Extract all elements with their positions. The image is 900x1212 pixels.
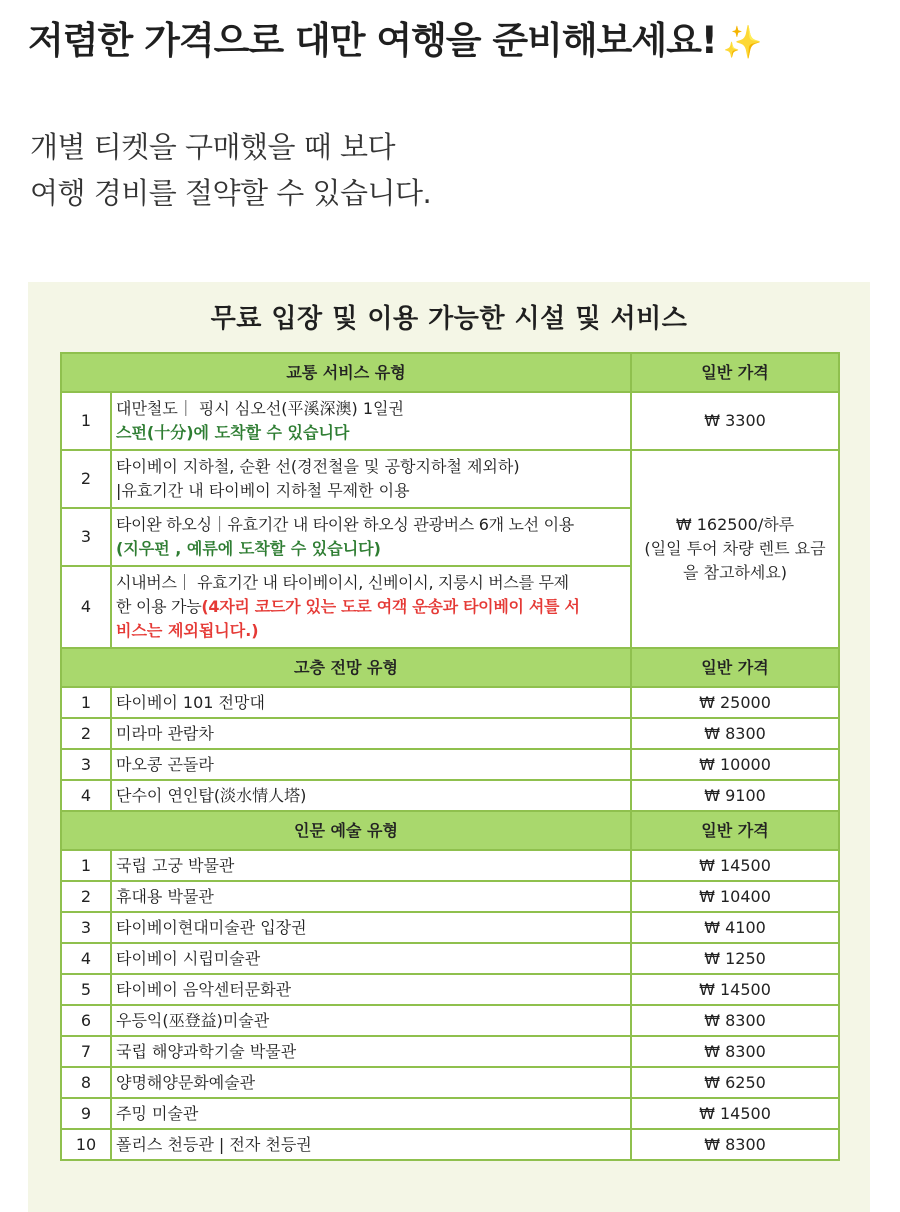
row-number: 2 xyxy=(61,881,111,912)
row-name: 타이베이현대미술관 입장권 xyxy=(111,912,631,943)
row-price: ₩ 8300 xyxy=(631,718,839,749)
table-row xyxy=(61,1098,839,1129)
table-row xyxy=(61,392,839,450)
section-header-transport xyxy=(61,353,839,392)
row-number: 4 xyxy=(61,780,111,811)
row-number: 3 xyxy=(61,749,111,780)
section-title: 고층 전망 유형 xyxy=(61,648,631,687)
row-name xyxy=(111,450,631,508)
row-name: 타이베이 101 전망대 xyxy=(111,687,631,718)
row-number: 4 xyxy=(61,943,111,974)
row-note: (4자리 코드가 있는 도로 여객 운송과 타이베이 셔틀 서 xyxy=(201,597,580,616)
section-header-arts xyxy=(61,811,839,850)
facilities-table xyxy=(60,352,840,1161)
row-number: 8 xyxy=(61,1067,111,1098)
row-name: 우등익(巫登益)미술관 xyxy=(111,1005,631,1036)
section-header-observatory xyxy=(61,648,839,687)
table-row xyxy=(61,881,839,912)
row-note: 스펀(十分)에 도착할 수 있습니다 xyxy=(116,423,350,442)
row-number: 2 xyxy=(61,450,111,508)
row-number: 1 xyxy=(61,850,111,881)
row-number: 7 xyxy=(61,1036,111,1067)
table-row xyxy=(61,718,839,749)
row-note: 비스는 제외됩니다.) xyxy=(116,621,259,640)
table-row xyxy=(61,1067,839,1098)
row-number: 4 xyxy=(61,566,111,648)
row-name: 폴리스 천등관 | 전자 천등권 xyxy=(111,1129,631,1160)
row-name xyxy=(111,392,631,450)
price-column-header: 일반 가격 xyxy=(631,811,839,850)
subtitle-line-2: 여행 경비를 절약할 수 있습니다. xyxy=(30,176,432,210)
row-number: 3 xyxy=(61,508,111,566)
row-name-line: 타이완 하오싱｜유효기간 내 타이완 하오싱 관광버스 6개 노선 이용 xyxy=(116,515,574,534)
row-name: 국립 해양과학기술 박물관 xyxy=(111,1036,631,1067)
row-number: 9 xyxy=(61,1098,111,1129)
table-row xyxy=(61,1036,839,1067)
table-row xyxy=(61,943,839,974)
subtitle-line-1: 개별 티켓을 구매했을 때 보다 xyxy=(30,130,396,164)
row-name-line: 시내버스｜ 유효기간 내 타이베이시, 신베이시, 지룽시 버스를 무제 xyxy=(116,573,569,592)
row-price: ₩ 10000 xyxy=(631,749,839,780)
price-column-header: 일반 가격 xyxy=(631,648,839,687)
table-row xyxy=(61,1005,839,1036)
row-name: 미라마 관람차 xyxy=(111,718,631,749)
row-price: ₩ 14500 xyxy=(631,1098,839,1129)
table-row xyxy=(61,850,839,881)
row-price: ₩ 4100 xyxy=(631,912,839,943)
row-name: 단수이 연인탑(淡水情人塔) xyxy=(111,780,631,811)
row-number: 10 xyxy=(61,1129,111,1160)
table-row xyxy=(61,974,839,1005)
row-price: ₩ 10400 xyxy=(631,881,839,912)
row-name: 주밍 미술관 xyxy=(111,1098,631,1129)
shared-price-amount: ₩ 162500/하루 xyxy=(675,515,795,534)
section-title: 인문 예술 유형 xyxy=(61,811,631,850)
table-row xyxy=(61,450,839,508)
row-name: 양명해양문화예술관 xyxy=(111,1067,631,1098)
sparkle-icon: ✨ xyxy=(722,23,762,61)
row-price: ₩ 8300 xyxy=(631,1036,839,1067)
row-price: ₩ 25000 xyxy=(631,687,839,718)
row-price: ₩ 8300 xyxy=(631,1005,839,1036)
row-name-line: |유효기간 내 타이베이 지하철 무제한 이용 xyxy=(116,481,410,500)
page-subtitle xyxy=(30,124,431,216)
row-number: 1 xyxy=(61,687,111,718)
shared-price-cell xyxy=(631,450,839,648)
row-name: 휴대용 박물관 xyxy=(111,881,631,912)
row-note: (지우펀 , 예류에 도착할 수 있습니다) xyxy=(116,539,381,558)
row-number: 5 xyxy=(61,974,111,1005)
table-row xyxy=(61,687,839,718)
panel-title: 무료 입장 및 이용 가능한 시설 및 서비스 xyxy=(210,304,688,334)
table-row xyxy=(61,1129,839,1160)
table-row xyxy=(61,780,839,811)
row-price: ₩ 1250 xyxy=(631,943,839,974)
shared-price-note: (일일 투어 차량 렌트 요금 xyxy=(644,539,826,558)
shared-price-note: 을 참고하세요) xyxy=(682,563,788,582)
row-name xyxy=(111,566,631,648)
row-name-text: 한 이용 가능 xyxy=(116,597,202,616)
page-headline xyxy=(28,10,762,64)
row-price: ₩ 8300 xyxy=(631,1129,839,1160)
row-name: 국립 고궁 박물관 xyxy=(111,850,631,881)
table-row xyxy=(61,749,839,780)
headline-text: 저렴한 가격으로 대만 여행을 준비해보세요! xyxy=(28,19,717,62)
row-price: ₩ 3300 xyxy=(631,392,839,450)
row-name: 마오콩 곤돌라 xyxy=(111,749,631,780)
row-number: 1 xyxy=(61,392,111,450)
row-number: 6 xyxy=(61,1005,111,1036)
row-name-line: 대만철도｜ 핑시 심오선(平溪深澳) 1일권 xyxy=(116,399,404,418)
row-price: ₩ 6250 xyxy=(631,1067,839,1098)
row-name xyxy=(111,508,631,566)
row-name-line xyxy=(116,595,626,619)
row-price: ₩ 14500 xyxy=(631,974,839,1005)
row-number: 2 xyxy=(61,718,111,749)
table-row xyxy=(61,912,839,943)
row-price: ₩ 14500 xyxy=(631,850,839,881)
row-name: 타이베이 시립미술관 xyxy=(111,943,631,974)
row-name: 타이베이 음악센터문화관 xyxy=(111,974,631,1005)
section-title: 교통 서비스 유형 xyxy=(61,353,631,392)
price-column-header: 일반 가격 xyxy=(631,353,839,392)
row-price: ₩ 9100 xyxy=(631,780,839,811)
facilities-panel xyxy=(28,282,870,1212)
row-number: 3 xyxy=(61,912,111,943)
row-name-line: 타이베이 지하철, 순환 선(경전철을 및 공항지하철 제외하) xyxy=(116,457,520,476)
